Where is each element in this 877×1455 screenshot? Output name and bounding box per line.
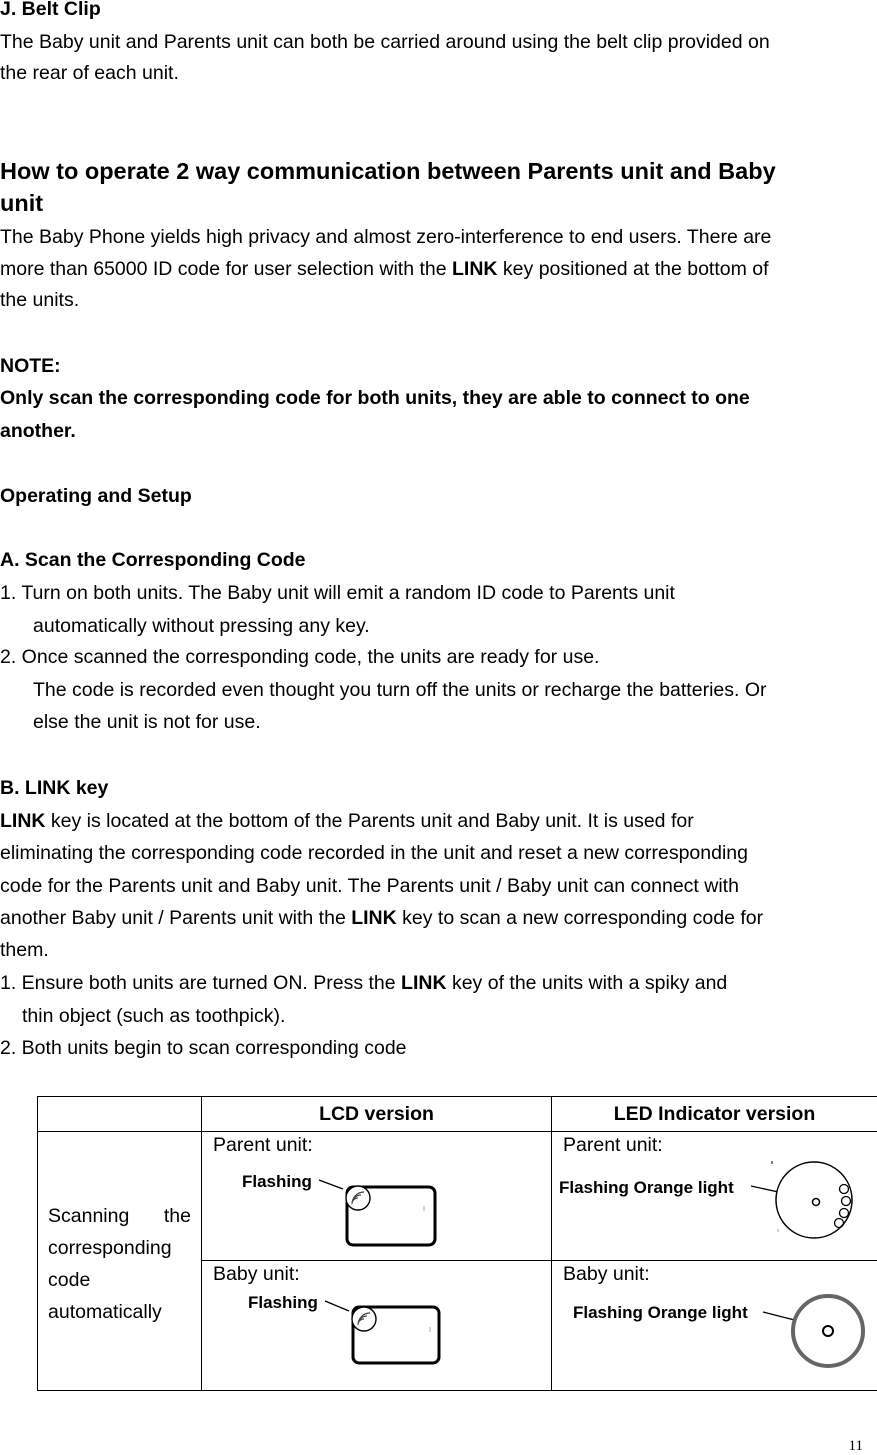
lcd-parent-callout: Flashing <box>242 1172 312 1191</box>
led-parent-cell <box>552 1132 877 1261</box>
two-way-intro-line: the units. <box>0 289 80 311</box>
header-led: LED Indicator version <box>552 1097 877 1132</box>
section-b-heading: B. LINK key <box>0 777 109 799</box>
led-baby-title: Baby unit: <box>563 1263 650 1285</box>
belt-clip-text-line: The Baby unit and Parents unit can both be carried around using the belt clip provided on <box>0 31 770 53</box>
lcd-parent-display-icon <box>202 1132 552 1260</box>
note-line: another. <box>0 420 76 442</box>
two-way-heading-cont: unit <box>0 190 44 216</box>
led-baby-indicator-icon <box>552 1261 877 1390</box>
lcd-baby-cell <box>202 1261 552 1391</box>
section-b-line: LINK key is located at the bottom of the Parents unit and Baby unit. It is used for <box>0 810 694 832</box>
section-a-line: The code is recorded even thought you turn off the units or recharge the batteries. Or <box>33 679 767 701</box>
note-label: NOTE: <box>0 355 61 377</box>
section-b-line: them. <box>0 939 49 961</box>
table-corner-cell <box>38 1097 202 1132</box>
section-a-line: automatically without pressing any key. <box>33 615 370 637</box>
section-b-line: another Baby unit / Parents unit with the LINK key to scan a new corresponding code for <box>0 907 764 929</box>
led-parent-title: Parent unit: <box>563 1134 663 1156</box>
two-way-heading: How to operate 2 way communication between Parents unit and Baby <box>0 158 776 184</box>
section-a-line: else the unit is not for use. <box>33 711 261 733</box>
row-label-scanning: Scanning the corresponding code automatically <box>38 1132 202 1391</box>
section-a-line: 1. Turn on both units. The Baby unit will emit a random ID code to Parents unit <box>0 582 675 604</box>
lcd-parent-cell <box>202 1132 552 1261</box>
belt-clip-text-line: the rear of each unit. <box>0 62 179 84</box>
operating-heading: Operating and Setup <box>0 485 192 507</box>
two-way-intro-line: The Baby Phone yields high privacy and almost zero-interference to end users. There are <box>0 226 772 248</box>
lcd-baby-title: Baby unit: <box>213 1263 300 1285</box>
scan-mode-table <box>37 1096 877 1391</box>
two-way-intro-line: more than 65000 ID code for user selection with the LINK key positioned at the bottom of <box>0 258 769 280</box>
belt-clip-heading: J. Belt Clip <box>0 0 101 20</box>
section-b-step: 2. Both units begin to scan corresponding code <box>0 1037 407 1059</box>
section-a-line: 2. Once scanned the corresponding code, the units are ready for use. <box>0 646 600 668</box>
section-b-step-cont: thin object (such as toothpick). <box>22 1005 286 1027</box>
led-parent-indicator-icon <box>552 1132 877 1260</box>
section-a-heading: A. Scan the Corresponding Code <box>0 549 306 571</box>
header-lcd: LCD version <box>202 1097 552 1132</box>
led-parent-callout: Flashing Orange light <box>559 1178 734 1197</box>
led-baby-cell <box>552 1261 877 1391</box>
lcd-parent-title: Parent unit: <box>213 1134 313 1156</box>
section-b-step: 1. Ensure both units are turned ON. Press the LINK key of the units with a spiky and <box>0 972 728 994</box>
section-b-line: code for the Parents unit and Baby unit. The Parents unit / Baby unit can connect with <box>0 875 739 897</box>
note-line: Only scan the corresponding code for both units, they are able to connect to one <box>0 387 750 409</box>
page-number: 11 <box>848 1438 863 1454</box>
lcd-baby-callout: Flashing <box>248 1293 318 1312</box>
led-baby-callout: Flashing Orange light <box>573 1303 748 1322</box>
section-b-line: eliminating the corresponding code recorded in the unit and reset a new corresponding <box>0 842 748 864</box>
lcd-baby-display-icon <box>202 1261 552 1390</box>
